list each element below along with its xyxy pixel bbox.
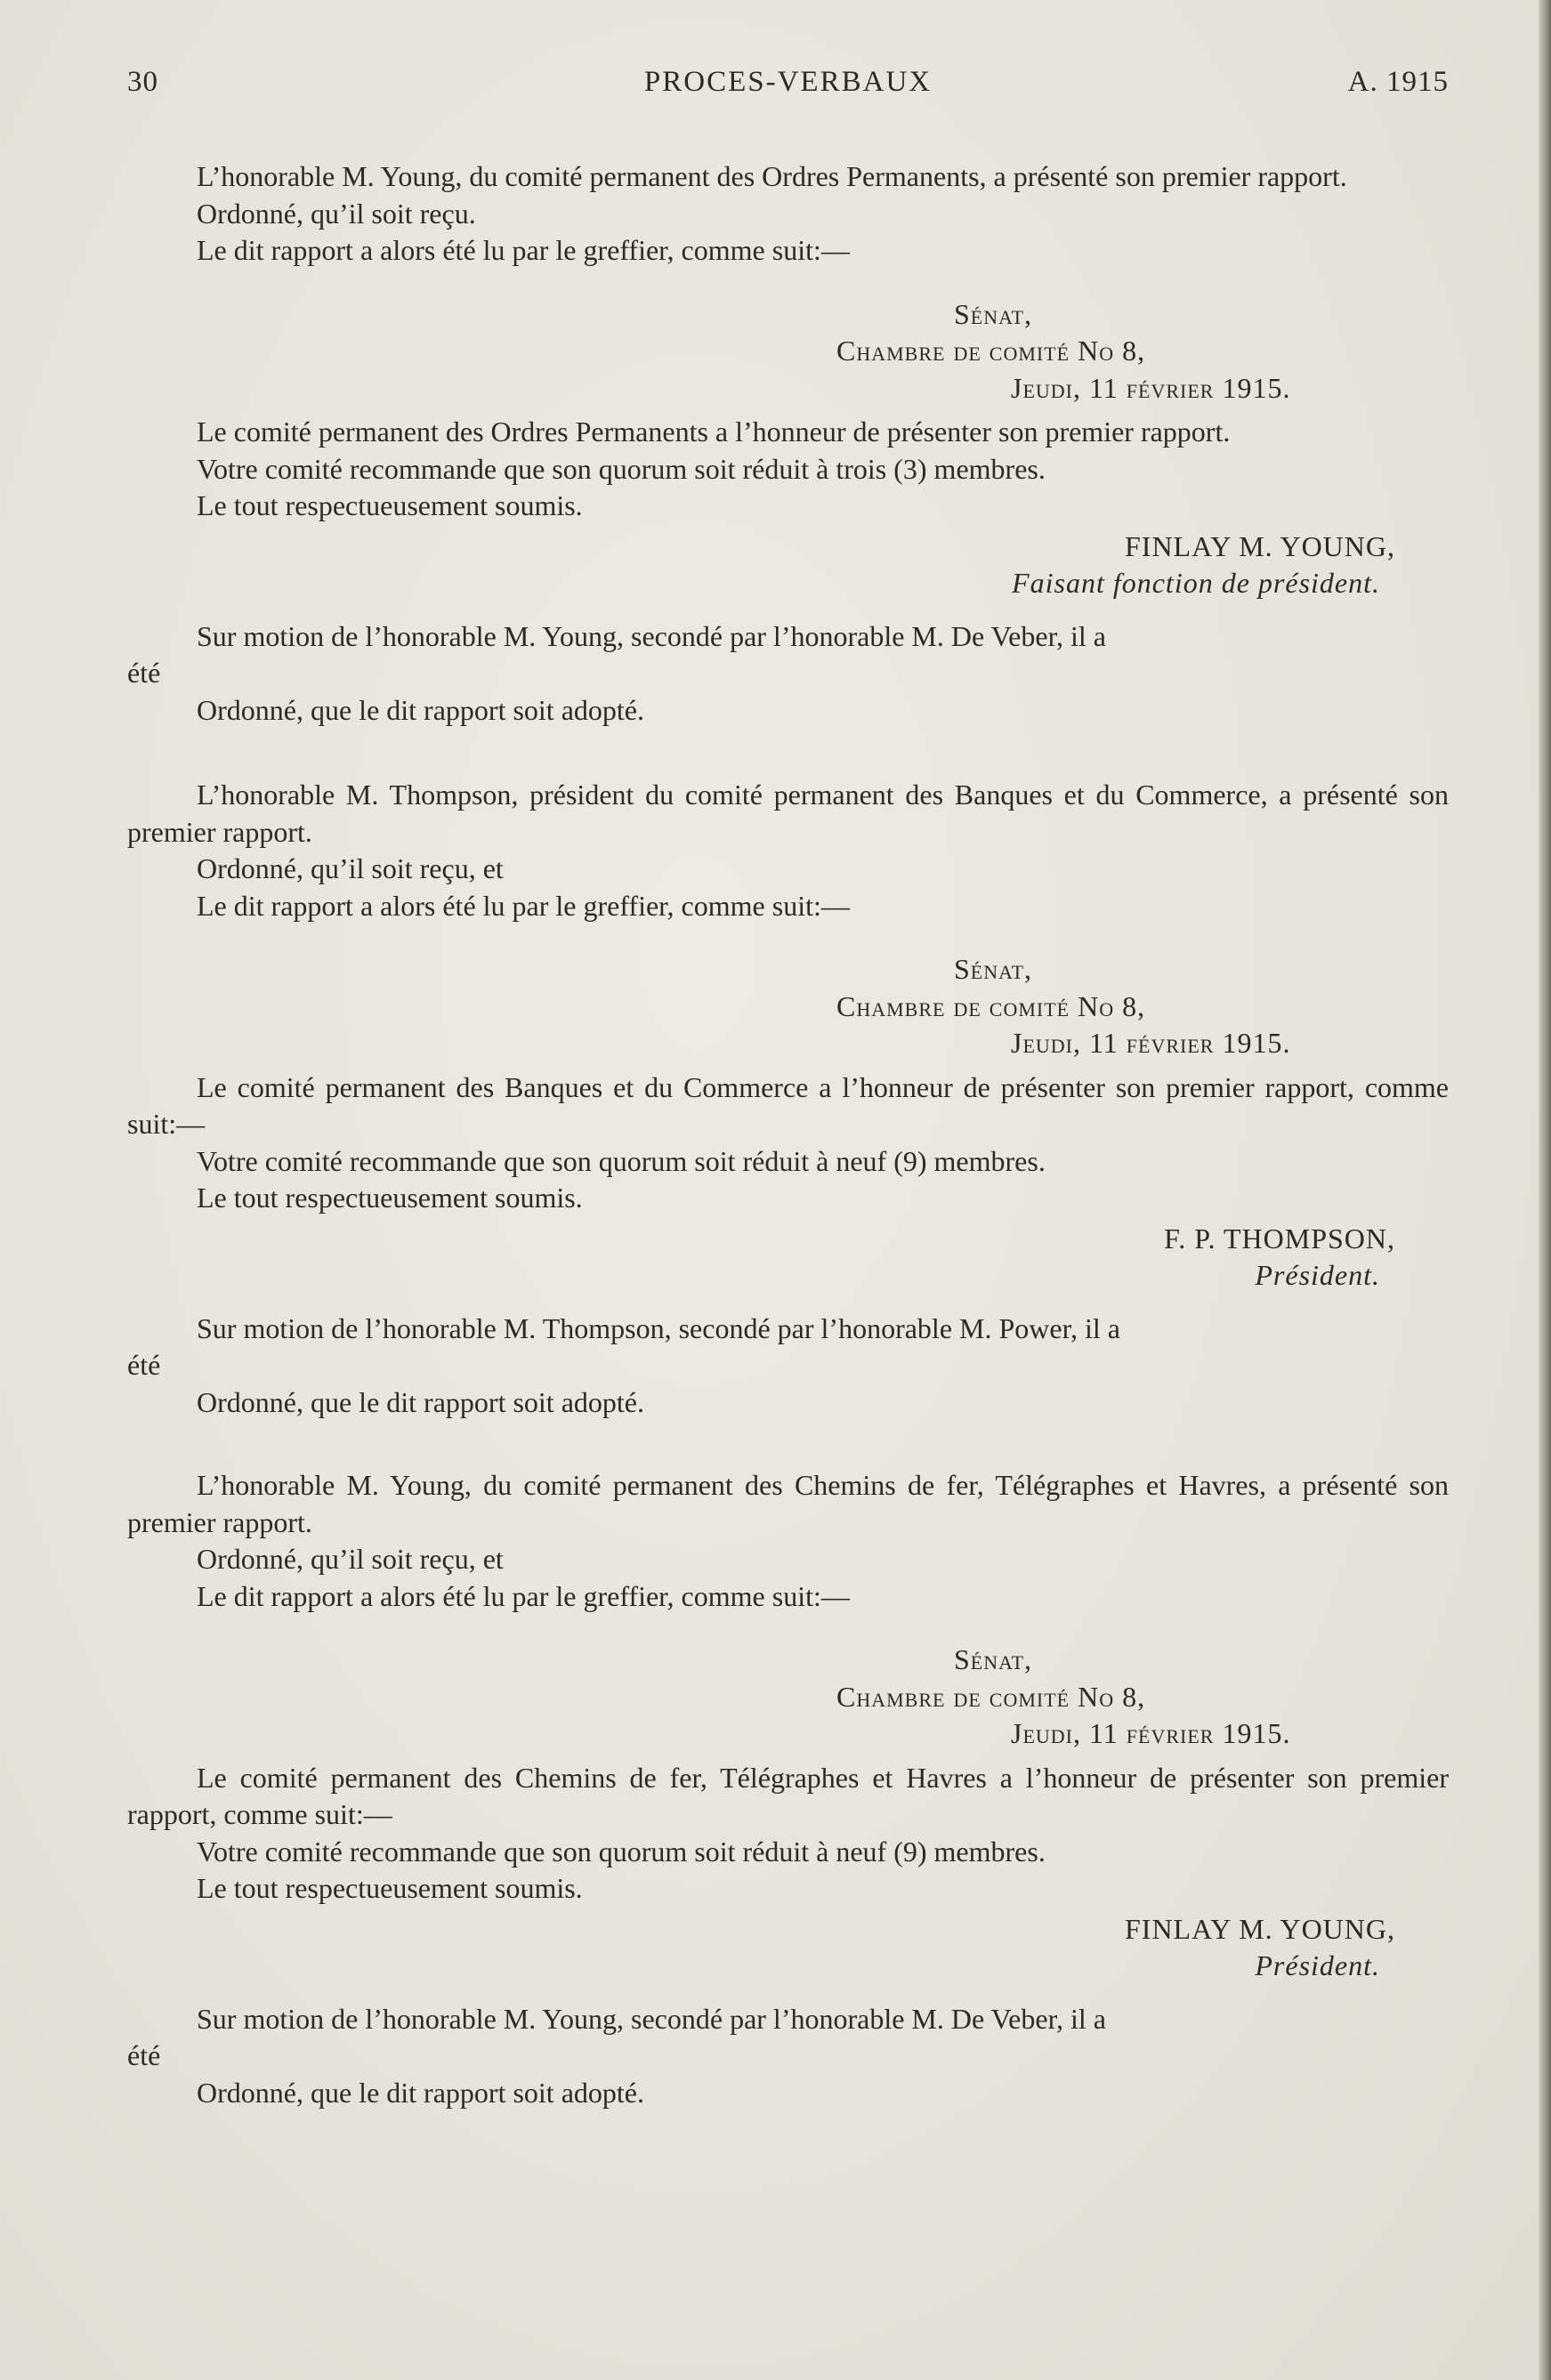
report-body: Le comité permanent des Chemins de fer, Télégraphes et Havres a l’honneur de présenter son premier rapport, comme suit:— [127,1761,1449,1830]
report-header-date: Jeudi, 11 février 1915. [1011,371,1291,404]
report-body: Le comité permanent des Ordres Permanents a l’honneur de présenter son premier rapport. [197,415,1231,448]
report-recommendation: Votre comité recommande que son quorum soit réduit à neuf (9) membres. [197,1144,1046,1177]
report-read: Le dit rapport a alors été lu par le greffier, comme suit:— [197,889,850,922]
section-gap [127,1421,1449,1467]
motion: Sur motion de l’honorable M. Young, secondé par l’honorable M. De Veber, il a [197,2002,1106,2035]
report-body: Le comité permanent des Banques et du Commerce a l’honneur de présenter son premier rapport, comme suit:— [127,1070,1449,1140]
report-intro: L’honorable M. Young, du comité permanent des Ordres Permanents, a présenté son premier rapport. [197,160,1347,192]
order-adopted: Ordonné, que le dit rapport soit adopté. [197,2076,644,2109]
signature-name: F. P. THOMPSON, [1164,1222,1395,1255]
report-closing: Le tout respectueusement soumis. [197,489,583,521]
report-header-date: Jeudi, 11 février 1915. [1011,1027,1291,1059]
signature-title: Président. [1255,1259,1380,1291]
signature-title: Président. [1255,1949,1380,1981]
report-header-senate: Sénat, [954,953,1033,985]
running-header [127,66,1449,110]
report-closing: Le tout respectueusement soumis. [197,1182,583,1214]
order-adopted: Ordonné, que le dit rapport soit adopté. [197,1385,644,1418]
report-section [127,1467,1449,2111]
report-section [127,777,1449,1421]
report-header [127,296,1449,407]
report-header-senate: Sénat, [954,297,1033,330]
report-read: Le dit rapport a alors été lu par le greffier, comme suit:— [197,1579,850,1612]
order-received: Ordonné, qu’il soit reçu. [197,197,476,230]
report-read: Le dit rapport a alors été lu par le greffier, comme suit:— [197,234,850,266]
motion-end: été [127,2039,161,2071]
section-gap [127,729,1449,777]
header-year: A. 1915 [1347,66,1449,98]
running-title: PROCES-VERBAUX [643,66,933,98]
page-number: 30 [127,66,158,98]
report-intro: L’honorable M. Young, du comité permanent des Chemins de fer, Télégraphes et Havres, a présenté son premier rapport. [127,1469,1449,1538]
order-received: Ordonné, qu’il soit reçu, et [197,1543,504,1575]
report-header [127,951,1449,1062]
signature-name: FINLAY M. YOUNG, [1124,529,1395,562]
report-section [127,158,1449,729]
body-text [127,158,1449,2111]
motion: Sur motion de l’honorable M. Thompson, secondé par l’honorable M. Power, il a [197,1311,1120,1344]
report-recommendation: Votre comité recommande que son quorum soit réduit à neuf (9) membres. [197,1835,1046,1868]
report-closing: Le tout respectueusement soumis. [197,1872,583,1904]
report-header-senate: Sénat, [954,1643,1033,1675]
report-recommendation: Votre comité recommande que son quorum soit réduit à trois (3) membres. [197,452,1046,485]
signature-title: Faisant fonction de président. [1012,567,1380,599]
motion: Sur motion de l’honorable M. Young, secondé par l’honorable M. De Veber, il a [197,619,1106,652]
page-edge [1539,0,1551,2380]
report-header [127,1642,1449,1753]
report-header-room: Chambre de comité No 8, [836,1680,1146,1713]
report-header-date: Jeudi, 11 février 1915. [1011,1717,1291,1749]
motion-end: été [127,657,161,689]
motion-end: été [127,1349,161,1381]
report-header-room: Chambre de comité No 8, [836,989,1146,1022]
report-header-room: Chambre de comité No 8, [836,335,1146,367]
order-received: Ordonné, qu’il soit reçu, et [197,852,504,884]
report-intro: L’honorable M. Thompson, président du comité permanent des Banques et du Commerce, a présenté son premier rapport. [127,779,1449,848]
signature-name: FINLAY M. YOUNG, [1124,1912,1395,1945]
order-adopted: Ordonné, que le dit rapport soit adopté. [197,693,644,726]
